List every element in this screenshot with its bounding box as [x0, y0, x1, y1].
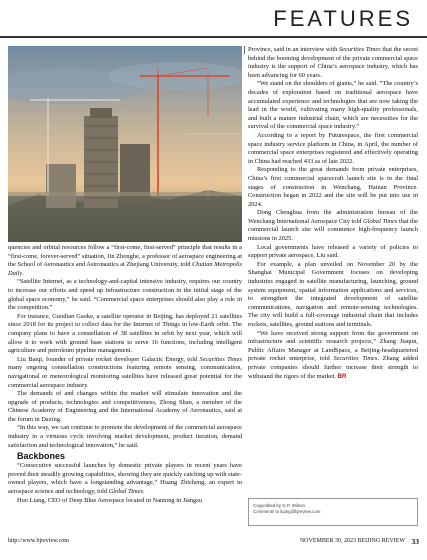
text-run: Responding to the great demands from private enterprises, China’s first commercial spacecraft launch site is in the final stages of construction in Wenchang, Hainan Province. Construction began in 2022 and the site will be put into use in 2024. [248, 166, 418, 208]
text-run: The demands of and changes within the market will stimulate innovation and the upgrade of products, technologies and competitiveness, Zhong Shan, a member of the Chinese Academy of Engineering and the International Academy of Aeronautics, said at the forum in Daxing. [8, 390, 242, 423]
page-header [0, 0, 427, 40]
page-number: 33 [411, 537, 419, 546]
text-run: “Satellite Internet, as a technology-and-capital intensive industry, requires our country to increase our efforts and speed up infrastructure construction in the initial stage of the global space economy,” he said. “Commercial space enterprises should also play a role in the competition.” [8, 278, 242, 312]
text-run: quencies and orbital resources follow a “first-come, first-served” principle that results in a “first-come, forever-served” situation, Jin Zhonghe, a professor of aerospace engineering at the School of Aeronautics and Astronautics at Zhejiang University, told [8, 244, 242, 269]
text-run: Dong Chenghua from the administration bureau of the Wenchang International Aerospace City told [248, 209, 418, 225]
body-paragraph [248, 46, 418, 80]
publication-name: Global Times [108, 488, 143, 496]
body-paragraph [248, 244, 418, 261]
text-run: Liu Baiqi, founder of private rocket developer Galactic Energy, told [17, 355, 200, 363]
text-run: many ongoing constellation constructions featuring remote sensing, communication, navigational or meteorological monitoring satellites have released great potential for the commercial aerospace industry. [8, 364, 242, 389]
launch-site-photo [8, 46, 242, 242]
text-run: . Zhang added private companies should further increase their strength to withstand the rigors of the market. [248, 355, 418, 380]
text-run: “Consecutive successful launches by domestic private players in recent years have proved their steadily growing capabilities, showing they are quickly catching up with state-owned players, which have a longstanding advantage,” Huang Zhicheng, an expert in aerospace science and technology, told [8, 462, 242, 496]
body-paragraph [248, 261, 418, 330]
body-paragraph [248, 80, 418, 132]
publication-name: Chutian Metropolis Daily [8, 261, 243, 277]
body-paragraph [8, 390, 242, 424]
body-paragraph [8, 462, 242, 496]
text-run: Local governments have released a variety of policies to support private aerospace, Liu said. [248, 243, 418, 260]
right-column [248, 46, 418, 381]
text-run: “We have received strong support from the government on infrastructure and scientific research projects,” Zhang Jiaqun, Public Affairs Manager at LandSpace, a Beijing-headquartered private rocket enterprise, told [248, 329, 418, 363]
text-run: that the commercial launch site will commence high-frequency launch missions in 2025. [248, 217, 418, 243]
text-run: Province, said in an interview with [248, 46, 339, 53]
end-mark: BR [337, 373, 347, 380]
text-run: According to a report by Futurespace, the first commercial space industry service platform in China, in April, the number of commercial space enterprises registered and effectively operating in China had reached 433 as of late 2022. [248, 131, 418, 165]
body-paragraph [248, 166, 418, 209]
construction-scene-image [8, 46, 242, 242]
left-column [8, 244, 242, 505]
text-run: “In this way, we can continue to promote the development of the commercial aerospace industry in a virtuous cycle involving market development, product iteration, demand satisfaction and technological innovation,” he said. [8, 424, 242, 449]
text-run: “We stand on the shoulders of giants,” he said. “The country’s decades of exploration based on traditional aerospace have accumulated experience and technologies that are now taking the lead in the world, cultivating many high-quality professionals, and built a mature industrial chain, which are necessities for the survival of the commercial space industry.” [248, 80, 418, 131]
body-paragraph [8, 356, 242, 390]
text-run: that the secret behind the booming development of the private commercial space industry is the support of China’s aerospace industry, which has been advancing for 60 years. [248, 46, 418, 79]
section-title: FEATURES [273, 6, 413, 31]
publication-name: Global Times [363, 217, 398, 225]
body-paragraph [248, 330, 418, 382]
column-marker [244, 46, 245, 54]
website-url[interactable]: http://www.bjreview.com [8, 538, 69, 544]
comments-contact: Comments to liqing@bjreview.com [253, 508, 321, 514]
body-paragraph [8, 424, 242, 450]
text-run: For example, a plan unveiled on November 20 by the Shanghai Municipal Government focuses on developing industries engaged in satellite manufacturing, launching, ground system equipment, spatial information applications and services, to strengthen the integrated development of satellite communications, navigation and remote-sensing technologies. The city will build a full-coverage industrial chain that includes rockets, satellites, ground stations and terminals. [248, 260, 418, 328]
page-footer [8, 538, 419, 552]
text-run: For instance, Guodian Gaoke, a satellite operator in Beijing, has deployed 21 satellites since 2018 for its project to collect data for the Internet of Things in low-Earth orbit. The company plans to have a constellation of 38 satellites in orbit by next year, which will allow it to work with ground base stations to serve 16 functions, including intelligent agriculture and petroleum pipeline management. [8, 312, 242, 355]
body-paragraph [8, 313, 242, 356]
copyedit-credit: Copyedited by G.P. Wilson [253, 503, 305, 508]
issue-date: NOVEMBER 30, 2023 BEIJING REVIEW [299, 538, 405, 544]
body-paragraph [8, 244, 242, 278]
text-run: Huo Liang, CEO of Deep Blue Aerospace located in Nantong in Jiangsu [17, 496, 202, 504]
text-run: . [143, 488, 145, 496]
body-paragraph [248, 209, 418, 243]
header-rule [0, 36, 427, 38]
publication-name: Securities Times [199, 355, 242, 363]
body-paragraph [8, 497, 242, 506]
section-subhead: Backbones [17, 451, 66, 462]
text-run: . [22, 269, 24, 277]
body-paragraph [8, 278, 242, 312]
publication-name: Securities Times [333, 355, 378, 363]
body-paragraph [248, 132, 418, 166]
editor-credit-box [248, 498, 418, 526]
publication-name: Securities Times [338, 46, 381, 53]
